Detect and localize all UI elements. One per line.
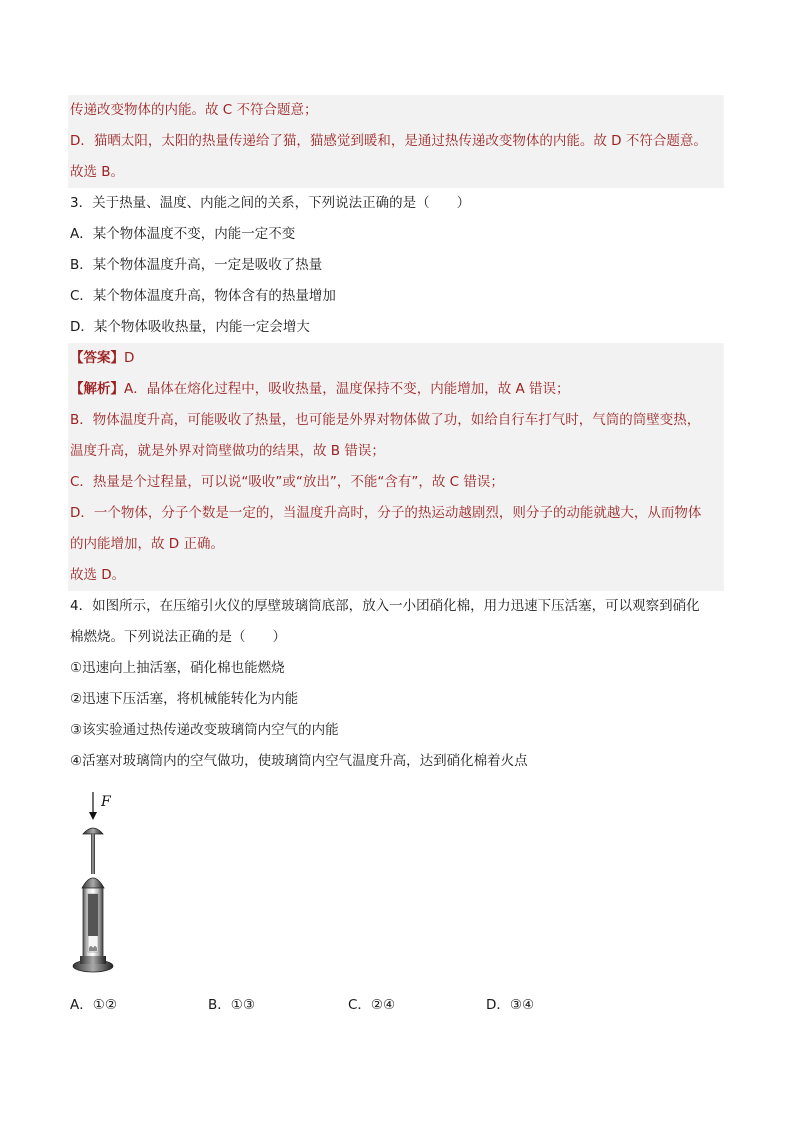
explanation-line: 故选 B。 — [70, 164, 125, 180]
question-4-statement-2: ②迅速下压活塞，将机械能转化为内能 — [70, 691, 299, 707]
question-4-stem-line1: 4．如图所示，在压缩引火仪的厚壁玻璃筒底部，放入一小团硝化棉，用力迅速下压活塞，可以观察到硝化 — [70, 598, 700, 614]
force-arrow-head — [89, 812, 97, 820]
piston-knob — [83, 828, 103, 834]
page-content — [70, 95, 724, 777]
question-3-option-d: D．某个物体吸收热量，内能一定会增大 — [70, 319, 310, 335]
question-4-statement-3: ③该实验通过热传递改变玻璃筒内空气的内能 — [70, 722, 339, 738]
choice-d: D．③④ — [486, 997, 535, 1013]
choice-a: A．①② — [70, 997, 117, 1013]
choice-b: B．①③ — [208, 997, 255, 1013]
answer-value: D — [124, 350, 135, 366]
analysis-line: D．一个物体，分子个数是一定的，当温度升高时，分子的热运动越剧烈，则分子的动能就越大，从而物体 — [70, 505, 702, 521]
question-4-choices — [70, 990, 670, 1021]
analysis-tag: 【解析】 — [70, 381, 124, 397]
question-4-statement-4: ④活塞对玻璃筒内的空气做功，使玻璃筒内空气温度升高，达到硝化棉着火点 — [70, 753, 528, 769]
piston-rod — [91, 834, 95, 874]
answer-line — [70, 343, 720, 374]
tube-cap — [82, 878, 104, 888]
piston-inside — [88, 894, 98, 936]
base-collar — [80, 956, 106, 964]
choice-c: C．②④ — [348, 997, 396, 1013]
explanation-line: D．猫晒太阳，太阳的热量传递给了猫，猫感觉到暖和，是通过热传递改变物体的内能。故 D 不符合题意。 — [70, 133, 707, 149]
question-3-option-c: C．某个物体温度升高，物体含有的热量增加 — [70, 288, 336, 304]
question-3-answer-block — [68, 343, 724, 591]
analysis-line: 温度升高，就是外界对筒壁做功的结果，故 B 错误； — [70, 443, 385, 459]
analysis-line: 的内能增加，故 D 正确。 — [70, 536, 224, 552]
question-3-option-a: A．某个物体温度不变，内能一定不变 — [70, 226, 296, 242]
analysis-text: A．晶体在熔化过程中，吸收热量，温度保持不变，内能增加，故 A 错误； — [124, 381, 570, 397]
question-4-statement-1: ①迅速向上抽活塞，硝化棉也能燃烧 — [70, 660, 285, 676]
analysis-line: 故选 D。 — [70, 567, 126, 583]
fire-syringe-drawing — [72, 790, 122, 980]
explanation-line: 传递改变物体的内能。故 C 不符合题意； — [70, 102, 318, 118]
analysis-line — [70, 374, 720, 405]
question-4-stem-line2: 棉燃烧。下列说法正确的是（ ） — [70, 629, 286, 645]
question-3-stem: 3．关于热量、温度、内能之间的关系，下列说法正确的是（ ） — [70, 195, 471, 211]
answer-tag: 【答案】 — [70, 350, 124, 366]
analysis-line: C．热量是个过程量，可以说“吸收”或“放出”，不能“含有”，故 C 错误； — [70, 474, 504, 490]
previous-explanation-block — [68, 95, 724, 188]
question-3-option-b: B．某个物体温度升高，一定是吸收了热量 — [70, 257, 323, 273]
force-label: F — [101, 794, 111, 810]
fire-syringe-figure — [72, 790, 122, 980]
analysis-line: B．物体温度升高，可能吸收了热量，也可能是外界对物体做了功，如给自行车打气时，气筒的筒壁变热， — [70, 412, 701, 428]
